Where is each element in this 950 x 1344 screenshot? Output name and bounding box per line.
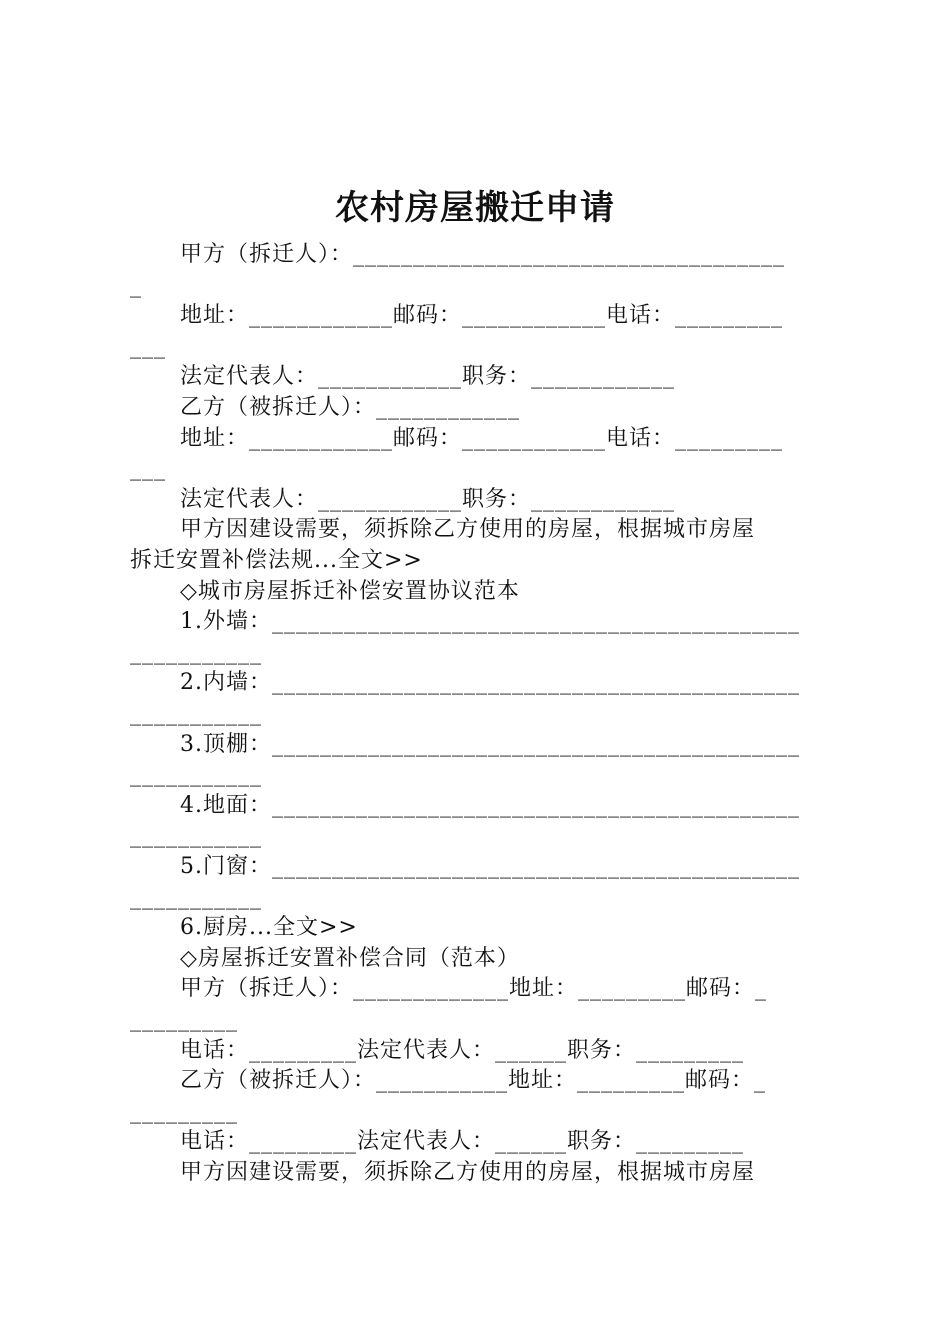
- document-line: _________: [130, 1007, 238, 1032]
- document-line: ___________: [130, 884, 262, 910]
- document-line: 甲方（拆迁人）：_____________地址：_________邮码：_: [180, 976, 768, 1002]
- document-line: ___: [130, 456, 166, 482]
- document-line: 地址：____________邮码：____________电话：_________: [180, 425, 784, 451]
- document-line: 3.顶棚：____________________________________________: [180, 731, 800, 757]
- document-line: 电话：_________法定代表人：______职务：_________: [180, 1037, 745, 1063]
- document-line: _________: [130, 1098, 238, 1124]
- document-line: 拆迁安置补偿法规...全文>>: [130, 548, 423, 573]
- document-line: 6.厨房...全文>>: [180, 915, 358, 941]
- document-line: 乙方（被拆迁人）：____________: [180, 395, 521, 420]
- document-line: 4.地面：____________________________________________: [180, 792, 800, 818]
- document-line: 地址：____________邮码：____________电话：_________: [180, 303, 784, 329]
- document-line: ___: [130, 333, 166, 359]
- document-line: 电话：_________法定代表人：______职务：_________: [180, 1129, 745, 1155]
- document-line: ___________: [130, 762, 262, 788]
- document-title: 农村房屋搬迁申请: [335, 188, 615, 228]
- document-line: ___________: [130, 639, 262, 665]
- document-line: ___________: [130, 701, 262, 726]
- document-line: 甲方因建设需要，须拆除乙方使用的房屋，根据城市房屋: [180, 1160, 756, 1185]
- document-line: 法定代表人：____________职务：____________: [180, 486, 676, 512]
- document-line: _: [130, 272, 142, 298]
- document-line: ◇城市房屋拆迁补偿安置协议范本: [180, 578, 520, 604]
- document-line: 1.外墙：____________________________________________: [180, 609, 800, 635]
- document-line: 甲方（拆迁人）：____________________________________: [180, 242, 786, 267]
- document-line: 乙方（被拆迁人）：___________地址：_________邮码：_: [180, 1068, 767, 1094]
- document-line: 2.内墙：____________________________________________: [180, 670, 800, 696]
- document-line: ___________: [130, 823, 262, 849]
- document-line: ◇房屋拆迁安置补偿合同（范本）: [180, 945, 520, 971]
- document-line: 5.门窗：____________________________________________: [180, 854, 800, 879]
- document-line: 法定代表人：____________职务：____________: [180, 364, 676, 390]
- document-line: 甲方因建设需要，须拆除乙方使用的房屋，根据城市房屋: [180, 517, 756, 543]
